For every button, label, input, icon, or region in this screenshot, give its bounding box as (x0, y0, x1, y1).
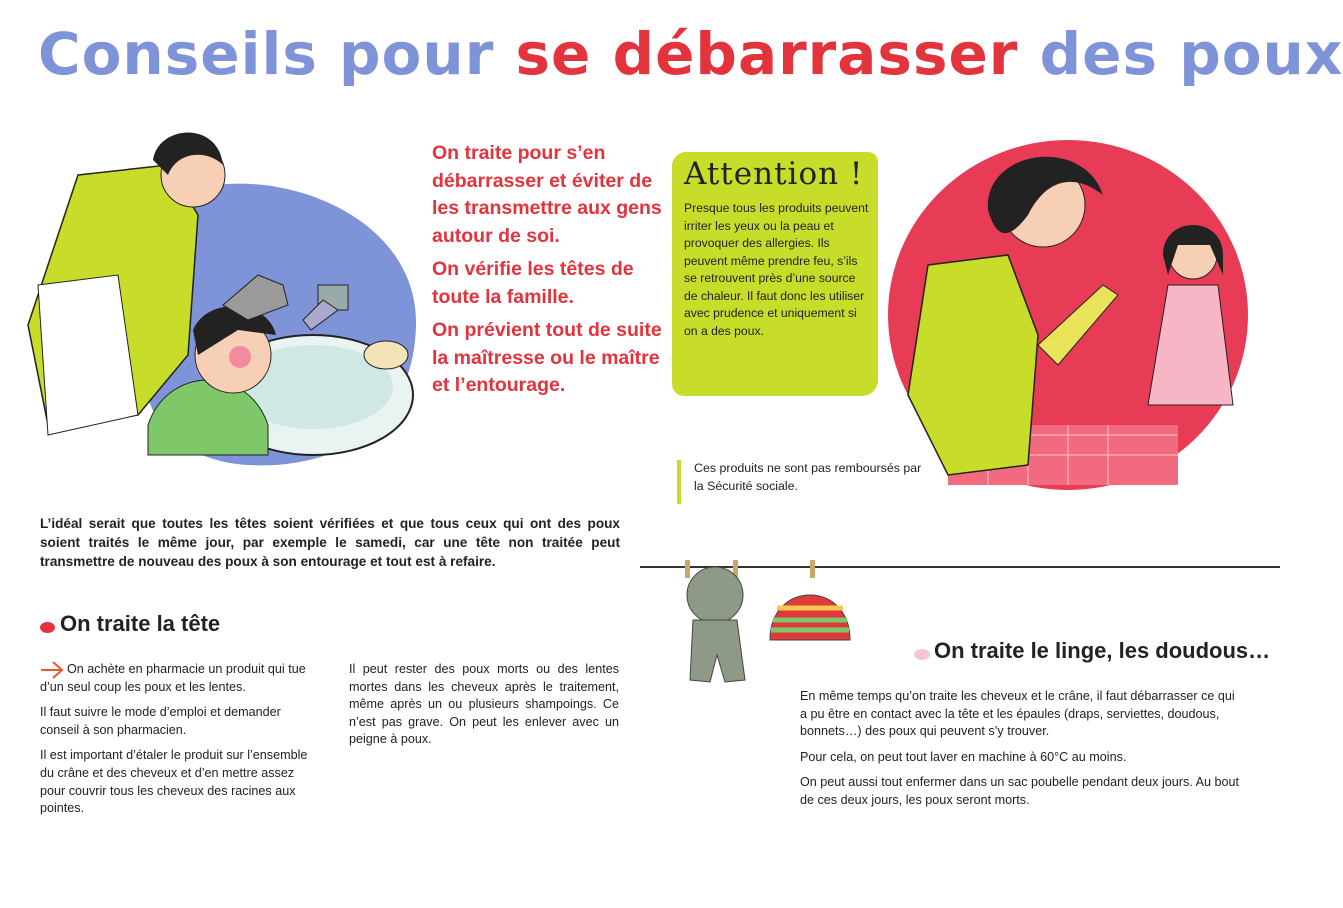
attention-box (672, 152, 878, 396)
attention-body: Presque tous les produits peuvent irriter les yeux ou la peau et provoquer des allergies. Ils peuvent même prendre feu, s’ils se retrouvent près d’une source de chaleur. Il faut donc les utiliser avec prudence et uniquement si on a des poux. (684, 201, 869, 338)
page-title (38, 20, 1343, 100)
lead-paragraph-1: On traite pour s’en débarrasser et éviter de les transmettre aux gens autour de soi. (432, 142, 662, 247)
hair-washing-illustration (18, 125, 418, 480)
head-col1-paragraph-2: Il faut suivre le mode d’emploi et demander conseil à son pharmacien. (40, 705, 281, 737)
title-part-3: des poux (1039, 20, 1343, 88)
lead-paragraph-3: On prévient tout de suite la maîtresse ou le maître et l’entourage. (432, 319, 662, 396)
section-laundry-heading: On traite le linge, les doudous… (934, 638, 1271, 663)
laundry-paragraph-2: Pour cela, on peut tout laver en machine à 60°C au moins. (800, 749, 1127, 764)
laundry-column (800, 688, 1245, 818)
laundry-illustration (665, 550, 880, 700)
head-column-2 (349, 661, 619, 757)
laundry-paragraph-3: On peut aussi tout enfermer dans un sac poubelle pendant deux jours. Au bout de ces deux jours, les poux seront morts. (800, 775, 1239, 807)
lead-paragraph-2: On vérifie les têtes de toute la famille. (432, 258, 634, 308)
section-head-heading: On traite la tête (60, 611, 221, 636)
intro-paragraph: L’idéal serait que toutes les têtes soient vérifiées et que tous ceux qui ont des poux soient traités le même jour, par exemple le samedi, car une tête non traitée peut transmettre de nouveau des poux à son entourage et tout est à refaire. (40, 516, 620, 570)
head-col1-paragraph-3: Il est important d’étaler le produit sur l’ensemble du crâne et des cheveux et d’en mettre assez pour couvrir tous les cheveux des racines aux pointes. (40, 748, 308, 816)
attention-title: Attention ! (684, 156, 864, 192)
pink-blob-icon (914, 649, 930, 660)
title-part-2: se débarrasser (515, 20, 1019, 88)
head-column-1 (40, 661, 310, 826)
head-col1-paragraph-1: On achète en pharmacie un produit qui tue d’un seul coup les poux et les lentes. (40, 662, 306, 694)
title-part-1: Conseils pour (38, 20, 495, 88)
laundry-paragraph-1: En même temps qu’on traite les cheveux et le crâne, il faut débarrasser ce qui a pu être en contact avec la tête et les épaules (draps, serviettes, doudous, bonnets…) des poux qui peuvent s’y trouver. (800, 689, 1235, 739)
lead-text (432, 140, 662, 400)
head-col2-paragraph: Il peut rester des poux morts ou des lentes mortes dans les cheveux après le traitement, même après un ou plusieurs shampoings. Ce n’est pas grave. On peut les enlever avec un peigne à poux. (349, 662, 619, 747)
reimbursement-note: Ces produits ne sont pas remboursés par la Sécurité sociale. (677, 460, 934, 504)
mother-child-illustration (888, 135, 1250, 495)
red-blob-icon (40, 622, 55, 633)
